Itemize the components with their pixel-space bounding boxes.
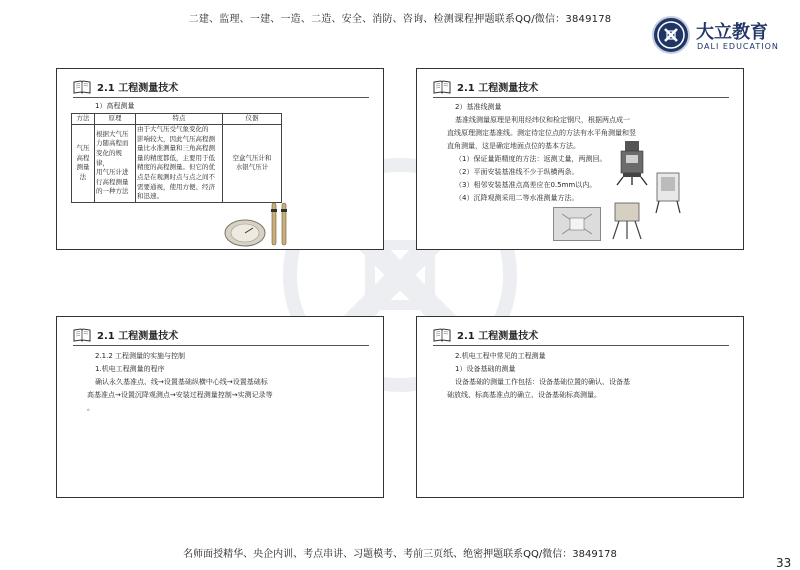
cell-line: 点是在观测时点与点之间不 bbox=[137, 172, 215, 181]
cell-line: 空盒气压计和 bbox=[232, 153, 272, 162]
cell-line: 需要通视，使用方便、经济 bbox=[137, 182, 215, 191]
cell-line: 用气压计进 bbox=[96, 168, 129, 177]
logo-chinese-name: 大立教育 bbox=[696, 22, 768, 43]
slide-survey-implementation bbox=[56, 316, 384, 498]
slide-title: 2.1 工程测量技术 bbox=[457, 331, 539, 342]
logo-english-name: DALI EDUCATION bbox=[697, 42, 779, 51]
header-banner: 二建、监理、一建、一造、二造、安全、消防、咨询、检测课程押题联系QQ/微信：3849178 bbox=[188, 14, 612, 25]
slide-baseline-survey bbox=[416, 68, 744, 250]
body-line: 础放线、标高基准点的确立、设备基础标高测量。 bbox=[447, 391, 601, 399]
table-header-cell: 特点 bbox=[136, 114, 223, 125]
table-header-cell: 方法 bbox=[72, 114, 95, 125]
section-subtitle: 1.机电工程测量的程序 bbox=[95, 365, 165, 373]
list-item: （2）平面安装基准线不少于纵横两条。 bbox=[455, 168, 579, 176]
slide-title: 2.1 工程测量技术 bbox=[97, 83, 179, 94]
list-item: （3）相邻安装基准点高差应在0.5mm以内。 bbox=[455, 181, 597, 189]
cell-line: 影响较大，因此气压高程测 bbox=[137, 134, 215, 143]
slide-elevation-survey bbox=[56, 68, 384, 250]
section-subtitle: 2）基准线测量 bbox=[455, 103, 502, 111]
body-line: 基准线测量原理是利用经纬仪和检定钢尺，根据两点成一 bbox=[455, 116, 630, 124]
title-divider bbox=[73, 345, 369, 346]
slide-common-surveys bbox=[416, 316, 744, 498]
aneroid-barometer-image bbox=[223, 215, 267, 247]
body-line: 。 bbox=[87, 404, 94, 412]
section-subtitle: 2.机电工程中常见的工程测量 bbox=[455, 352, 546, 360]
book-icon bbox=[433, 328, 451, 342]
cell-line: 量比水准测量和三角高程测 bbox=[137, 144, 215, 153]
section-subtitle: 1）设备基础的测量 bbox=[455, 365, 516, 373]
cell-line: 气压 bbox=[76, 144, 90, 153]
cell-line: 量的精度都低，主要用于低 bbox=[137, 153, 215, 162]
list-item: （1）保证量距精度的方法：返测丈量，两测回。 bbox=[455, 155, 607, 163]
title-divider bbox=[73, 97, 369, 98]
cell-line: 测量 bbox=[76, 163, 90, 172]
cell-line: 精度的高程测量。但它的优 bbox=[137, 163, 215, 172]
slide-title: 2.1 工程测量技术 bbox=[97, 331, 179, 342]
table-row bbox=[72, 125, 282, 203]
cell-line: 水银气压计 bbox=[235, 163, 269, 172]
book-icon bbox=[433, 80, 451, 94]
body-line: 高基准点→设置沉降观测点→安装过程测量控制→实测记录等 bbox=[87, 391, 273, 399]
title-divider bbox=[433, 97, 729, 98]
principle-cell bbox=[95, 125, 136, 203]
book-icon bbox=[73, 328, 91, 342]
cell-line: 根据大气压 bbox=[96, 129, 129, 138]
measuring-stand-image bbox=[609, 199, 645, 243]
section-subtitle: 2.1.2 工程测量的实施与控制 bbox=[95, 352, 186, 360]
footer-banner: 名师面授精华、央企内训、考点串讲、习题模考、考前三页纸、绝密押题联系QQ/微信：3849178 bbox=[183, 549, 617, 560]
cell-line: 和迅速。 bbox=[137, 192, 163, 201]
list-item: （4）沉降观测采用二等水准测量方法。 bbox=[455, 194, 579, 202]
cell-line: 行高程测量 bbox=[96, 177, 129, 186]
cell-line: 由于大气压受气象变化的 bbox=[137, 125, 209, 133]
book-icon bbox=[73, 80, 91, 94]
elevation-method-table bbox=[71, 113, 282, 203]
section-subtitle: 1）高程测量 bbox=[95, 102, 135, 110]
baseline-diagram-image bbox=[553, 207, 601, 241]
table-header-cell: 仪器 bbox=[223, 114, 282, 125]
feature-cell bbox=[136, 125, 223, 203]
cell-line: 力随高程而 bbox=[96, 139, 129, 148]
cell-line: 高程 bbox=[76, 153, 90, 162]
body-line: 设备基础的测量工作包括：设备基础位置的确认、设备基 bbox=[455, 378, 630, 386]
body-line: 直线原理测定基准线。测定待定位点的方法有水平角测量和竖 bbox=[447, 129, 636, 137]
body-line: 确认永久基准点、线→设置基础纵横中心线→设置基础标 bbox=[95, 378, 268, 386]
logo-emblem-icon bbox=[652, 16, 690, 54]
cell-line: 变化的规律， bbox=[96, 148, 122, 167]
slide-title: 2.1 工程测量技术 bbox=[457, 83, 539, 94]
theodolite-image bbox=[613, 137, 651, 187]
page-number: 33 bbox=[776, 556, 792, 570]
table-header-row bbox=[72, 114, 282, 125]
title-divider bbox=[433, 345, 729, 346]
dali-logo bbox=[652, 16, 780, 56]
cell-line: 法 bbox=[79, 172, 87, 181]
instrument-cell bbox=[223, 125, 282, 203]
table-header-cell: 原理 bbox=[95, 114, 136, 125]
cell-line: 的一种方法 bbox=[96, 187, 129, 196]
method-cell bbox=[72, 125, 95, 203]
level-instrument-image bbox=[653, 171, 683, 215]
body-line: 直角测量，这是确定地面点位的基本方法。 bbox=[447, 142, 580, 150]
mercury-barometer-image bbox=[269, 201, 291, 247]
